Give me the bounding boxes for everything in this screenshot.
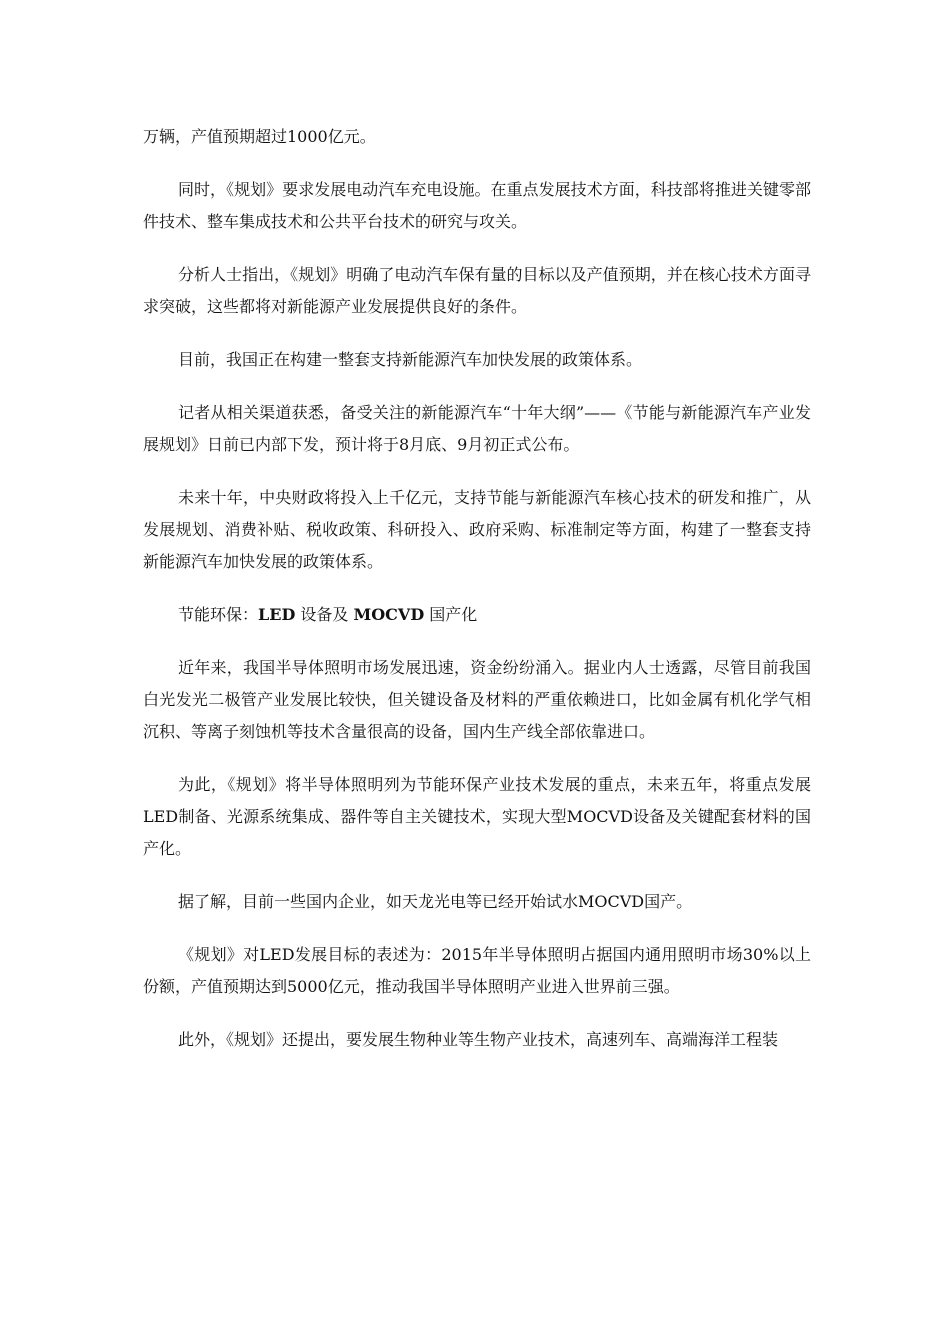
- heading-suffix: 国产化: [424, 605, 478, 624]
- document-body: [143, 121, 811, 1077]
- paragraph: 据了解，目前一些国内企业，如天龙光电等已经开始试水MOCVD国产。: [178, 892, 693, 911]
- heading-bold-led: LED: [258, 605, 296, 624]
- heading-mid: 设备及: [295, 605, 354, 624]
- paragraph: 目前，我国正在构建一整套支持新能源汽车加快发展的政策体系。: [178, 350, 643, 369]
- heading-prefix: 节能环保：: [178, 605, 259, 624]
- paragraph: 同时，《规划》要求发展电动汽车充电设施。在重点发展技术方面，科技部将推进关键零部件技术、整车集成技术和公共平台技术的研究与攻关。: [143, 180, 811, 231]
- heading-bold-mocvd: MOCVD: [353, 605, 425, 624]
- paragraph: 记者从相关渠道获悉，备受关注的新能源汽车“十年大纲”——《节能与新能源汽车产业发展规划》日前已内部下发，预计将于8月底、9月初正式公布。: [143, 403, 811, 454]
- paragraph: 近年来，我国半导体照明市场发展迅速，资金纷纷涌入。据业内人士透露，尽管目前我国白光发光二极管产业发展比较快，但关键设备及材料的严重依赖进口，比如金属有机化学气相沉积、等离子刻蚀机等技术含量很高的设备，国内生产线全部依靠进口。: [143, 658, 811, 741]
- paragraph: 为此，《规划》将半导体照明列为节能环保产业技术发展的重点，未来五年，将重点发展LED制备、光源系统集成、器件等自主关键技术，实现大型MOCVD设备及关键配套材料的国产化。: [143, 775, 811, 858]
- paragraph: 《规划》对LED发展目标的表述为：2015年半导体照明占据国内通用照明市场30%以上份额，产值预期达到5000亿元，推动我国半导体照明产业进入世界前三强。: [143, 945, 811, 996]
- paragraph-truncated: 此外，《规划》还提出，要发展生物种业等生物产业技术，高速列车、高端海洋工程装: [178, 1030, 779, 1049]
- section-heading: [143, 599, 811, 631]
- paragraph-continuation: 万辆，产值预期超过1000亿元。: [143, 127, 376, 146]
- paragraph: 分析人士指出，《规划》明确了电动汽车保有量的目标以及产值预期，并在核心技术方面寻求突破，这些都将对新能源产业发展提供良好的条件。: [143, 265, 811, 316]
- paragraph: 未来十年，中央财政将投入上千亿元，支持节能与新能源汽车核心技术的研发和推广，从发展规划、消费补贴、税收政策、科研投入、政府采购、标准制定等方面，构建了一整套支持新能源汽车加快发展的政策体系。: [143, 488, 811, 571]
